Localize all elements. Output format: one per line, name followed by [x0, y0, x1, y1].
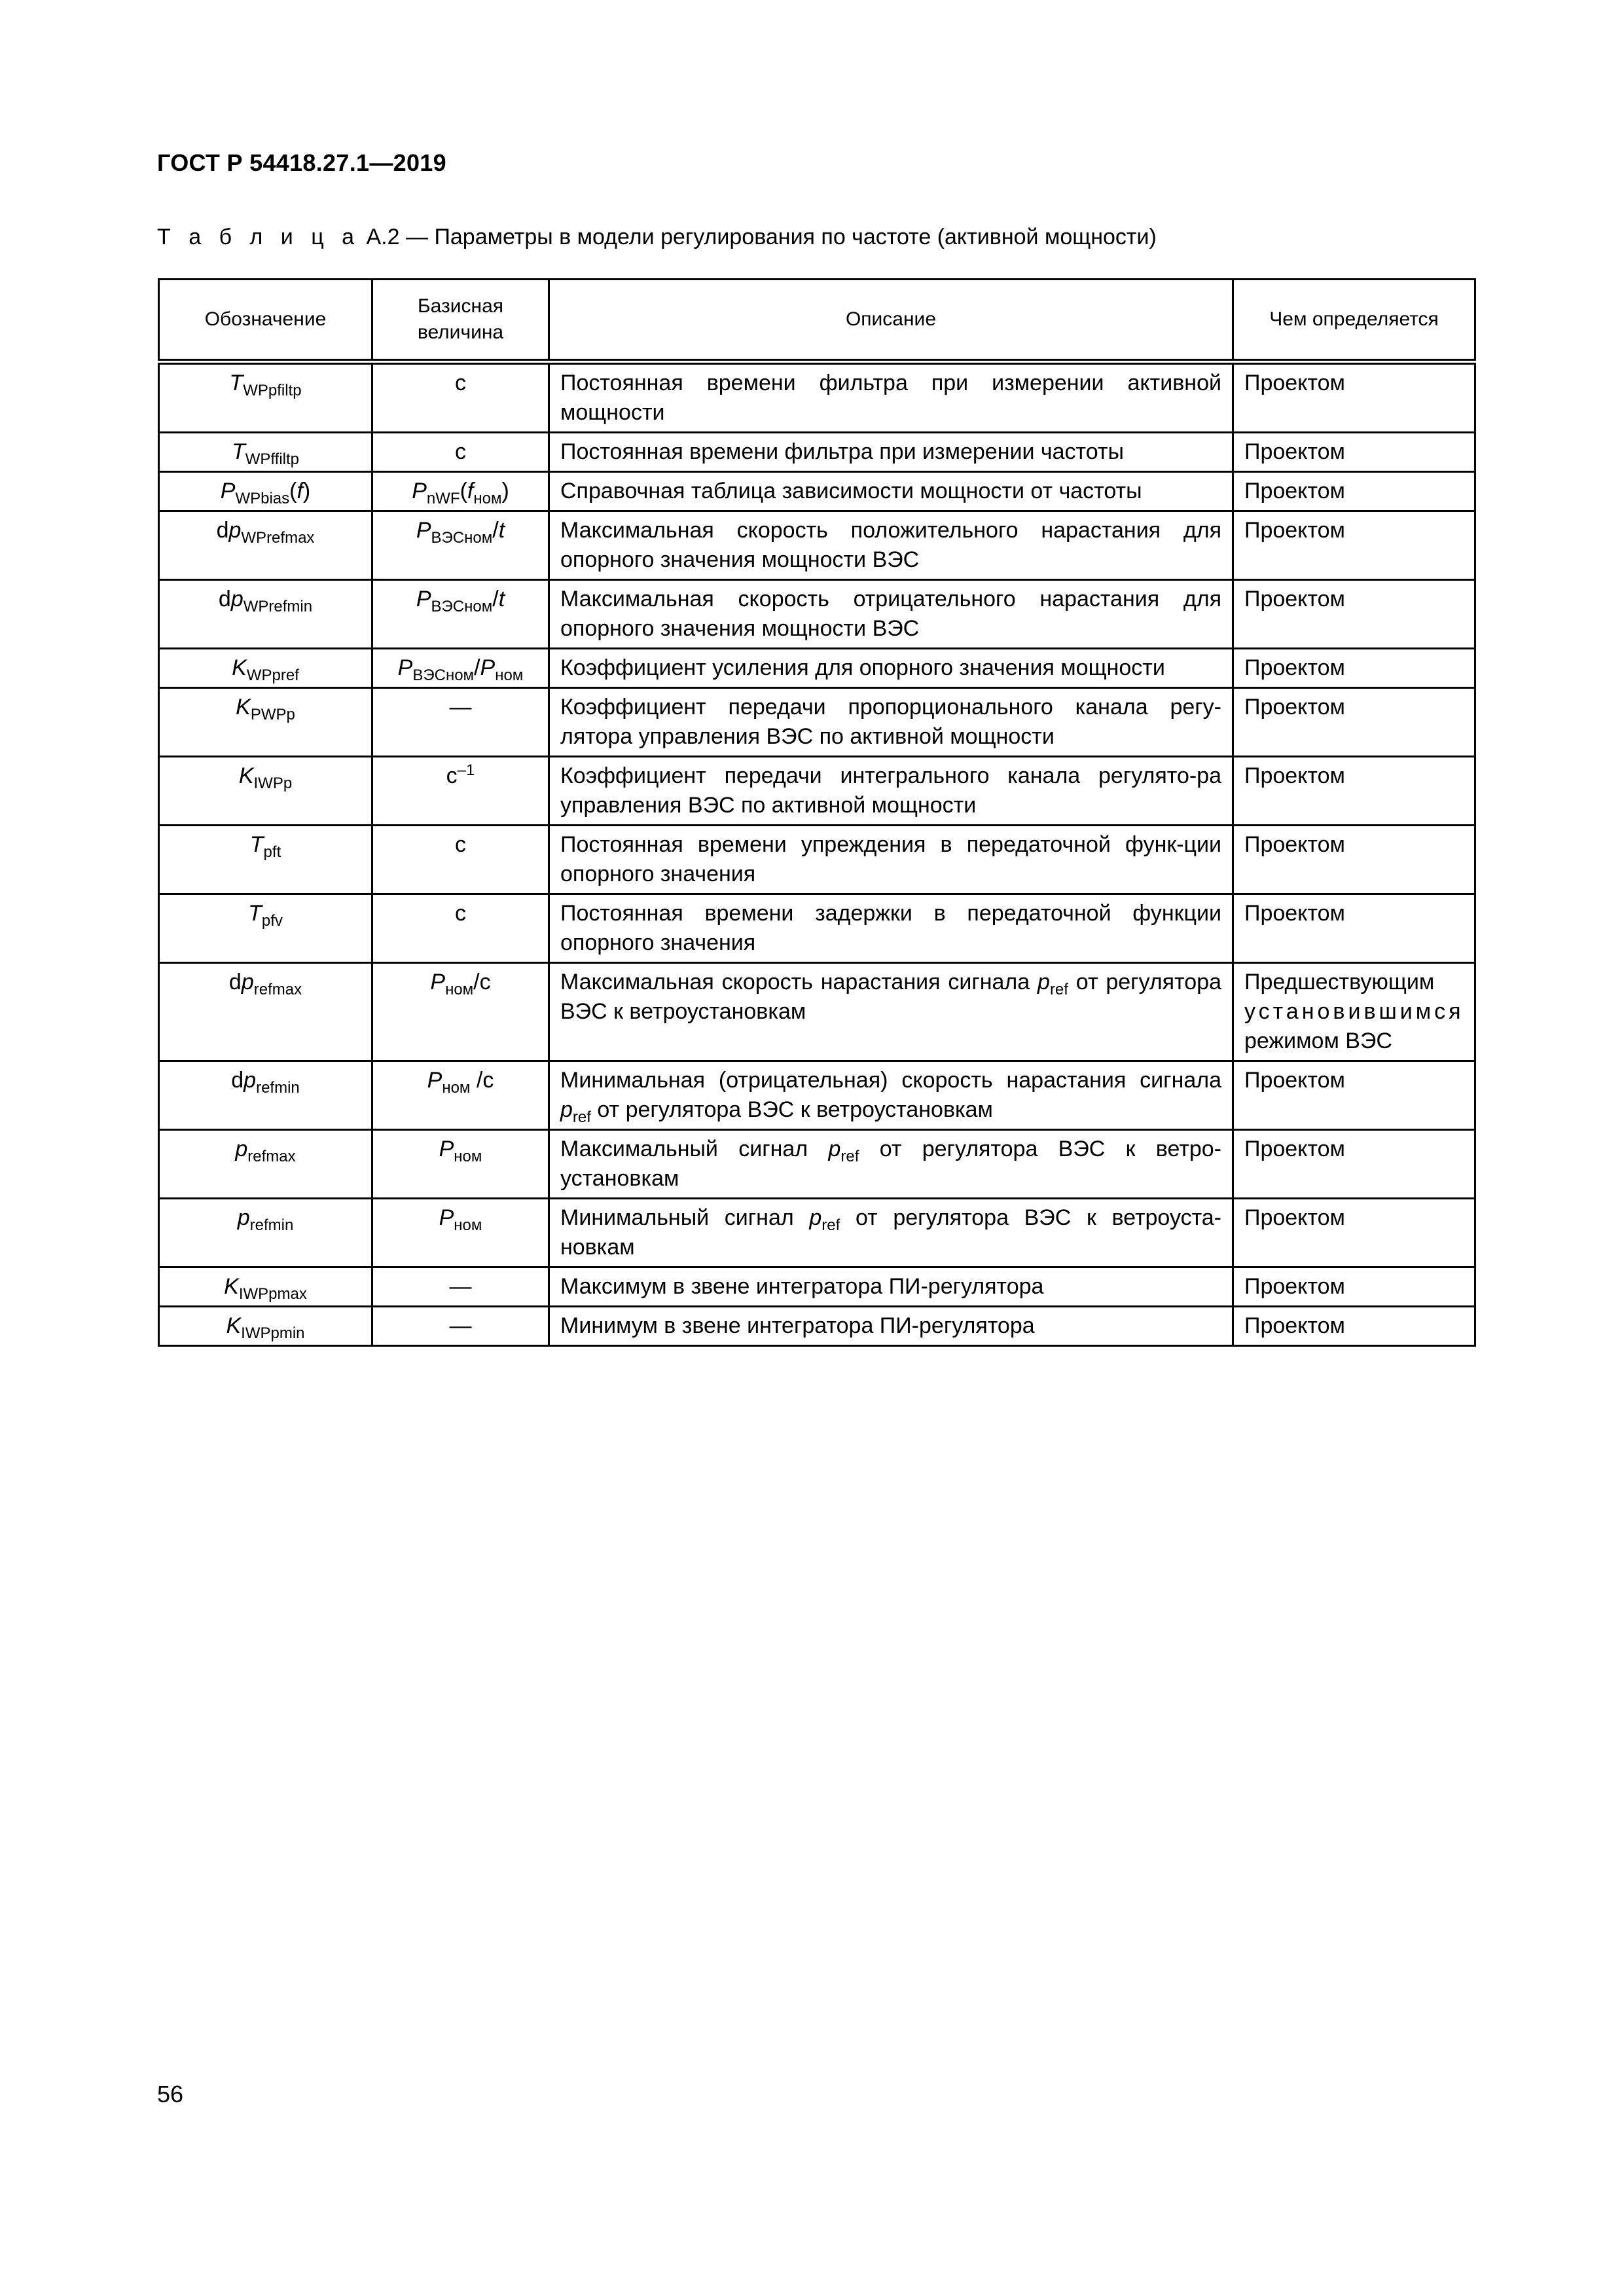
symbol-cell: $T_{WPffiltp}$ — [159, 433, 372, 472]
document-header: ГОСТ Р 54418.27.1—2019 — [157, 149, 446, 176]
table-row — [159, 688, 1475, 757]
unit-cell: $с^{-1}$ — [372, 757, 549, 826]
table-header-row — [159, 280, 1475, 362]
symbol-cell: $p_{refmin}$ — [159, 1199, 372, 1267]
defined-by-cell: Проектом — [1233, 472, 1475, 511]
defined-by-cell: Предшествующим установившимся режимом ВЭС — [1233, 963, 1475, 1061]
symbol-cell: $dp_{WPrefmax}$ — [159, 511, 372, 580]
symbol-cell: $T_{pfv}$ — [159, 894, 372, 963]
unit-cell: с — [372, 826, 549, 894]
symbol-cell: $K_{PWPp}$ — [159, 688, 372, 757]
symbol-cell: $dp_{refmax}$ — [159, 963, 372, 1061]
defined-by-cell: Проектом — [1233, 757, 1475, 826]
table-row — [159, 826, 1475, 894]
defined-by-cell: Проектом — [1233, 1130, 1475, 1199]
unit-cell: $P_{nWF}(f_{ном})$ — [372, 472, 549, 511]
defined-by-cell: Проектом — [1233, 894, 1475, 963]
defined-by-cell: Проектом — [1233, 362, 1475, 433]
description-cell: Максимальная скорость положительного нарастания для опорного значения мощности ВЭС — [549, 511, 1233, 580]
unit-cell: $P_{ном}$ — [372, 1130, 549, 1199]
table-row — [159, 511, 1475, 580]
defined-by-cell: Проектом — [1233, 1267, 1475, 1307]
caption-number: А.2 — [366, 225, 400, 249]
defined-by-cell: Проектом — [1233, 433, 1475, 472]
unit-cell: с — [372, 433, 549, 472]
table-row — [159, 362, 1475, 433]
description-cell: Минимум в звене интегратора ПИ-регулятора — [549, 1307, 1233, 1346]
table-row — [159, 894, 1475, 963]
description-cell: Постоянная времени упреждения в передаточной функ-ции опорного значения — [549, 826, 1233, 894]
defined-by-cell: Проектом — [1233, 511, 1475, 580]
unit-cell: $P_{ВЭСном}/t$ — [372, 511, 549, 580]
description-cell: Максимальный сигнал $p_{ref}$ от регулятора ВЭС к ветро-установкам — [549, 1130, 1233, 1199]
unit-cell: $P_{ном}/с$ — [372, 963, 549, 1061]
description-cell: Минимальный сигнал $p_{ref}$ от регулятора ВЭС к ветроуста-новкам — [549, 1199, 1233, 1267]
defined-by-cell: Проектом — [1233, 688, 1475, 757]
symbol-cell: $T_{pft}$ — [159, 826, 372, 894]
caption-title: — Параметры в модели регулирования по частоте (активной мощности) — [406, 225, 1157, 249]
symbol-cell: $dp_{WPrefmin}$ — [159, 580, 372, 649]
description-cell: Минимальная (отрицательная) скорость нарастания сигнала $p_{ref}$ от регулятора ВЭС к ветроустановкам — [549, 1061, 1233, 1130]
page-number: 56 — [157, 2081, 184, 2107]
parameters-table — [158, 278, 1476, 1347]
description-cell: Постоянная времени задержки в передаточной функции опорного значения — [549, 894, 1233, 963]
column-header-symbol: Обозначение — [159, 280, 372, 362]
unit-cell: $P_{ном}$ — [372, 1199, 549, 1267]
unit-cell: с — [372, 362, 549, 433]
table-row — [159, 580, 1475, 649]
table-row — [159, 1267, 1475, 1307]
defined-by-cell: Проектом — [1233, 580, 1475, 649]
description-cell: Максимум в звене интегратора ПИ-регулятора — [549, 1267, 1233, 1307]
symbol-cell: $p_{refmax}$ — [159, 1130, 372, 1199]
table-caption — [157, 225, 1157, 250]
description-cell: Коэффициент усиления для опорного значения мощности — [549, 649, 1233, 688]
symbol-cell: $K_{IWPp}$ — [159, 757, 372, 826]
symbol-cell: $T_{WPpfiltp}$ — [159, 362, 372, 433]
unit-cell: $P_{ВЭСном}/t$ — [372, 580, 549, 649]
table-row — [159, 1307, 1475, 1346]
column-header-description: Описание — [549, 280, 1233, 362]
unit-cell: $P_{ном}$ /с — [372, 1061, 549, 1130]
column-header-defined-by: Чем определяется — [1233, 280, 1475, 362]
caption-label: Т а б л и ц а — [157, 225, 361, 249]
symbol-cell: $K_{IWPpmin}$ — [159, 1307, 372, 1346]
description-cell: Коэффициент передачи интегрального канала регулято-ра управления ВЭС по активной мощности — [549, 757, 1233, 826]
table-row — [159, 433, 1475, 472]
description-cell: Коэффициент передачи пропорционального канала регу-лятора управления ВЭС по активной мощности — [549, 688, 1233, 757]
symbol-cell: $K_{WPpref}$ — [159, 649, 372, 688]
symbol-cell: $K_{IWPpmax}$ — [159, 1267, 372, 1307]
unit-cell: — — [372, 1267, 549, 1307]
description-cell: Постоянная времени фильтра при измерении частоты — [549, 433, 1233, 472]
table-row — [159, 1061, 1475, 1130]
description-cell: Постоянная времени фильтра при измерении активной мощности — [549, 362, 1233, 433]
table-row — [159, 472, 1475, 511]
unit-cell: — — [372, 1307, 549, 1346]
table-row — [159, 1130, 1475, 1199]
column-header-base-value: Базисная величина — [372, 280, 549, 362]
symbol-cell: $dp_{refmin}$ — [159, 1061, 372, 1130]
defined-by-cell: Проектом — [1233, 826, 1475, 894]
unit-cell: — — [372, 688, 549, 757]
table-row — [159, 757, 1475, 826]
table-row — [159, 963, 1475, 1061]
symbol-cell: $P_{WPbias}(f)$ — [159, 472, 372, 511]
table-row — [159, 1199, 1475, 1267]
defined-by-cell: Проектом — [1233, 1061, 1475, 1130]
defined-by-cell: Проектом — [1233, 649, 1475, 688]
description-cell: Максимальная скорость отрицательного нарастания для опорного значения мощности ВЭС — [549, 580, 1233, 649]
defined-by-cell: Проектом — [1233, 1199, 1475, 1267]
description-cell: Максимальная скорость нарастания сигнала $p_{ref}$ от регулятора ВЭС к ветроустановкам — [549, 963, 1233, 1061]
table-row — [159, 649, 1475, 688]
defined-by-cell: Проектом — [1233, 1307, 1475, 1346]
unit-cell: с — [372, 894, 549, 963]
unit-cell: $P_{ВЭСном}/P_{ном}$ — [372, 649, 549, 688]
description-cell: Справочная таблица зависимости мощности от частоты — [549, 472, 1233, 511]
